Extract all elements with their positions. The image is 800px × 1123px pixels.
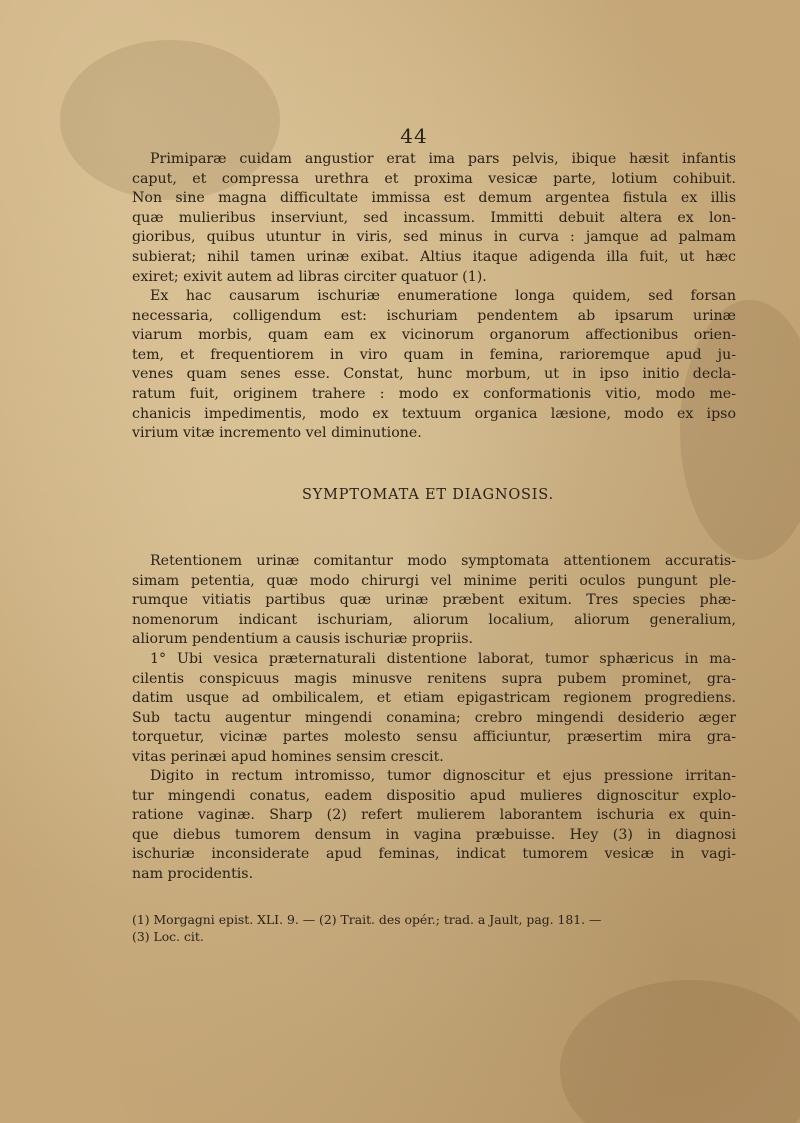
text-line: torquetur, vicinæ partes molesto sensu afficiuntur, præsertim mira gra- (132, 729, 736, 746)
text-line: rumque vitiatis partibus quæ urinæ præbent exitum. Tres species phæ- (132, 592, 736, 609)
text-line: venes quam senes esse. Constat, hunc morbum, ut in ipso initio decla- (132, 366, 736, 383)
text-line: datim usque ad ombilicalem, et etiam epigastricam regionem progrediens. (132, 690, 736, 707)
text-line: quæ mulieribus inserviunt, sed incassum. Immitti debuit altera ex lon- (132, 209, 736, 226)
text-line: Non sine magna difficultate immissa est demum argentea fistula ex illis (132, 190, 736, 207)
text-line: gioribus, quibus utuntur in viris, sed minus in curva : jamque ad palmam (132, 229, 736, 246)
page-number: 44 (400, 124, 428, 148)
text-line: aliorum pendentium a causis ischuriæ propriis. (132, 631, 473, 648)
text-line: Digito in rectum intromisso, tumor dignoscitur et ejus pressione irritan- (150, 768, 736, 784)
text-line: viarum morbis, quam eam ex vicinorum organorum affectionibus orien- (132, 327, 736, 344)
text-line: Retentionem urinæ comitantur modo symptomata attentionem accuratis- (150, 553, 736, 569)
footnote-line: (3) Loc. cit. (132, 929, 204, 944)
text-line: nam procidentis. (132, 865, 254, 882)
text-line: tem, et frequentiorem in viro quam in femina, rarioremque apud ju- (132, 346, 736, 363)
text-line: exiret; exivit autem ad libras circiter quatuor (1). (132, 268, 487, 285)
text-line: que diebus tumorem densum in vagina præbuisse. Hey (3) in diagnosi (132, 826, 736, 843)
paragraph-4 (132, 650, 736, 768)
text-line: ischuriæ inconsiderate apud feminas, indicat tumorem vesicæ in vagi- (132, 846, 736, 863)
text-line: simam petentia, quæ modo chirurgi vel minime periti oculos pungunt ple- (132, 572, 736, 589)
text-line: nomenorum indicant ischuriam, aliorum localium, aliorum generalium, (132, 611, 736, 628)
footnote-line: (1) Morgagni epist. XLI. 9. — (2) Trait. des opér.; trad. a Jault, pag. 181. — (132, 912, 602, 927)
text-line: virium vitæ incremento vel diminutione. (132, 425, 422, 442)
text-line: caput, et compressa urethra et proxima vesicæ parte, lotium cohibuit. (132, 170, 736, 187)
text-line: cilentis conspicuus magis minusve renitens supra pubem prominet, gra- (132, 670, 736, 687)
footnotes (132, 911, 736, 945)
text-line: 1° Ubi vesica præternaturali distentione laborat, tumor sphæricus in ma- (150, 651, 736, 667)
paragraph-5 (132, 767, 736, 885)
text-line: Sub tactu augentur mingendi conamina; crebro mingendi desiderio æger (132, 709, 736, 726)
paragraph-1 (132, 150, 736, 287)
text-line: Primiparæ cuidam angustior erat ima pars pelvis, ibique hæsit infantis (150, 151, 736, 167)
section-heading: SYMPTOMATA ET DIAGNOSIS. (302, 487, 554, 503)
text-line: ratione vaginæ. Sharp (2) refert mulierem laborantem ischuria ex quin- (132, 807, 736, 824)
text-line: ratum fuit, originem trahere : modo ex conformationis vitio, modo me- (132, 385, 736, 402)
text-line: Ex hac causarum ischuriæ enumeratione longa quidem, sed forsan (150, 288, 736, 304)
paragraph-3 (132, 552, 736, 650)
text-line: chanicis impedimentis, modo ex textuum organica læsione, modo ex ipso (132, 405, 736, 422)
paragraph-2 (132, 287, 736, 444)
text-line: necessaria, colligendum est: ischuriam pendentem ab ipsarum urinæ (132, 307, 736, 324)
paper-stain (560, 980, 800, 1123)
text-line: tur mingendi conatus, eadem dispositio apud mulieres dignoscitur explo- (132, 787, 736, 804)
text-line: subierat; nihil tamen urinæ exibat. Altius itaque adigenda illa fuit, ut hæc (132, 248, 736, 265)
text-line: vitas perinæi apud homines sensim crescit. (132, 748, 444, 765)
